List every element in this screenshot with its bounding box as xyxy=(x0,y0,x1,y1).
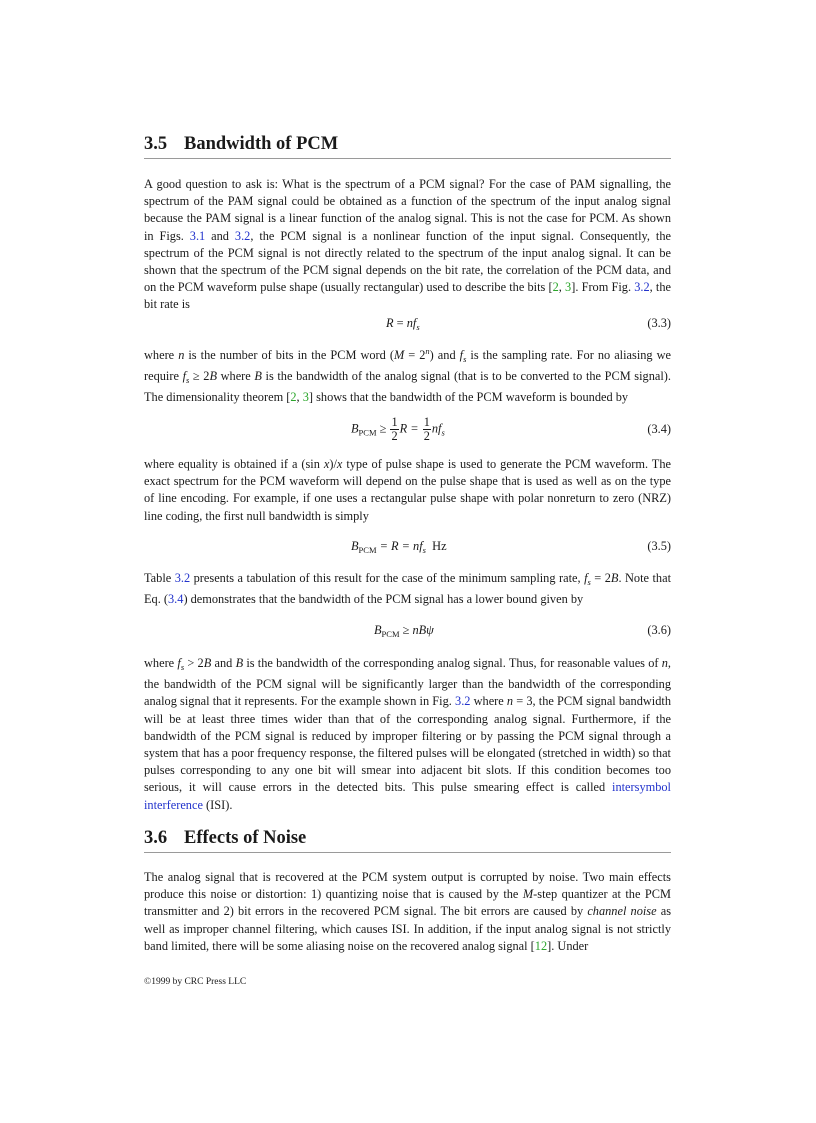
var: B xyxy=(235,656,244,670)
eq-term: ≥ nBψ xyxy=(399,623,434,637)
text: ] shows that the bandwidth of the PCM waveform is bounded by xyxy=(308,390,629,405)
text: = 2 xyxy=(404,348,426,362)
eq-symbol: B xyxy=(351,421,359,436)
figure-link-3-2[interactable]: 3.2 xyxy=(634,280,650,295)
text: (ISI). xyxy=(202,797,233,812)
eq-subscript: s xyxy=(416,322,420,332)
eq-term: R = xyxy=(399,421,422,436)
equation-number: (3.5) xyxy=(647,539,671,553)
equation-3-3: $R = nf_s$ (3.3) xyxy=(386,316,671,332)
paragraph-noise xyxy=(144,869,671,955)
paragraph-pulse-shape xyxy=(144,456,671,525)
text: presents a tabulation of this result for the case of the minimum sampling rate, xyxy=(190,571,585,585)
text: where equality is obtained if a (sin xyxy=(144,457,324,471)
eq-term: nf xyxy=(431,421,442,436)
eq-subscript: s xyxy=(422,545,426,555)
var: M xyxy=(393,348,405,362)
text: Table xyxy=(144,571,175,585)
equation-number: (3.4) xyxy=(647,422,671,436)
text: > 2 xyxy=(184,656,204,670)
var: n xyxy=(178,348,185,362)
citation-link-3[interactable]: 3 xyxy=(302,390,309,405)
section-title: Bandwidth of PCM xyxy=(184,134,339,154)
numerator: 1 xyxy=(391,415,398,429)
text: ]. Under xyxy=(547,938,589,953)
equation-3-4 xyxy=(144,414,671,446)
text: where xyxy=(144,656,178,670)
text: as well as improper channel filtering, which causes ISI. In addition, if the input analog signal is not strictly band limited, there will be some aliasing noise on the recovered analog signal [ xyxy=(144,904,671,953)
figure-link-3-1[interactable]: 3.1 xyxy=(189,228,206,243)
eq-subscript: PCM xyxy=(358,545,377,555)
text: ]. From Fig. xyxy=(571,280,635,295)
var: n xyxy=(506,694,514,709)
var: n xyxy=(661,656,668,670)
section-title: Effects of Noise xyxy=(184,828,307,848)
eq-unit: Hz xyxy=(432,539,447,553)
fraction xyxy=(390,416,398,443)
eq-operator: ≥ xyxy=(376,421,390,436)
text: type of pulse shape is used to generate the PCM waveform. The exact spectrum for the PCM waveform will depend on the pulse shape that is used as well as on the type of line encoding. For example, if one uses a rectangular pulse shape with polar nonreturn to zero (NRZ) line coding, the first null bandwidth is simply xyxy=(144,457,671,523)
var: s xyxy=(186,375,190,386)
text: ) and xyxy=(429,348,460,362)
intersymbol-interference-link[interactable]: intersymbol interference xyxy=(144,780,671,812)
text: -step quantizer at the PCM transmitter and 2) bit errors in the recovered PCM signal. The bit errors are caused by xyxy=(144,887,671,919)
eq-symbol: B xyxy=(351,539,359,553)
copyright-footer: ©1999 by CRC Press LLC xyxy=(144,977,247,987)
citation-link-3[interactable]: 3 xyxy=(565,280,572,295)
text: = 2 xyxy=(590,571,611,585)
text: is the bandwidth of the corresponding analog signal. Thus, for reasonable values of xyxy=(243,656,662,670)
paragraph-bandwidth-isi xyxy=(144,655,671,814)
equation-number: (3.3) xyxy=(647,316,671,330)
eq-term: = R = nf xyxy=(376,539,423,553)
fraction xyxy=(423,416,431,443)
var: f xyxy=(182,369,186,384)
text: ) demonstrates that the bandwidth of the PCM signal has a lower bound given by xyxy=(183,592,584,607)
numerator: 1 xyxy=(423,415,430,429)
eq-subscript: PCM xyxy=(381,629,400,639)
emphasis: channel noise xyxy=(587,904,657,919)
text: is the sampling rate. For no aliasing we require xyxy=(144,348,672,384)
text: where xyxy=(144,348,179,362)
section-number: 3.5 xyxy=(144,134,168,154)
section-heading-3-5 xyxy=(144,134,671,159)
text: and xyxy=(211,656,236,670)
var: f xyxy=(459,348,464,362)
equation-3-6 xyxy=(144,623,671,643)
var: B xyxy=(254,369,262,384)
section-number: 3.6 xyxy=(144,828,168,848)
figure-link-3-2[interactable]: 3.2 xyxy=(455,694,471,709)
denominator: 2 xyxy=(423,429,430,443)
var: x xyxy=(336,457,343,471)
denominator: 2 xyxy=(391,429,398,443)
var: s xyxy=(587,577,591,587)
text: , the bandwidth of the PCM signal will be significantly larger than the bandwidth of the corresponding analog signal that it represents. For the example shown in Fig. xyxy=(144,656,671,709)
var: x xyxy=(323,457,330,471)
equation-number: (3.6) xyxy=(647,623,671,637)
var: s xyxy=(180,662,185,672)
table-link-3-2[interactable]: 3.2 xyxy=(174,571,191,585)
text: ≥ 2 xyxy=(189,369,210,384)
var: f xyxy=(584,571,588,585)
text: where xyxy=(470,694,507,709)
text: and xyxy=(205,228,235,243)
paragraph-spectrum-intro xyxy=(144,176,671,314)
eq-symbol: R xyxy=(386,316,394,330)
equation-3-5 xyxy=(144,539,671,559)
text: is the number of bits in the PCM word ( xyxy=(184,348,394,362)
text: = 3, the PCM signal bandwidth will be at least three times wider than that of the corresponding analog signal. Furthermore, if the bandwidth of the PCM signal is reduced by improper filtering or by passing the PCM signal through a system that has a poor frequency response, the filtered pulses will be elongated (stretched in width) so that pulses corresponding to any one bit will smear into adjacent bit slots. If this condition becomes too serious, it will cause errors in the detected bits. This pulse smearing effect is called xyxy=(144,694,671,795)
text: . Note that Eq. ( xyxy=(144,571,671,607)
text: where xyxy=(217,369,255,384)
section-heading-3-6 xyxy=(144,828,671,853)
text: is the bandwidth of the analog signal (that is to be converted to the PCM signal). The dimensionality theorem [ xyxy=(144,369,671,405)
var: B xyxy=(209,369,218,384)
var: s xyxy=(463,354,467,364)
eq-subscript: s xyxy=(441,427,445,438)
equation-link-3-4[interactable]: 3.4 xyxy=(168,592,184,607)
text: , the bit rate is xyxy=(144,280,671,312)
figure-link-3-2[interactable]: 3.2 xyxy=(234,228,251,243)
var: B xyxy=(610,571,619,585)
var: f xyxy=(177,656,181,670)
text: The analog signal that is recovered at the PCM system output is corrupted by noise. Two main effects produce this noise or distortion: 1) quantizing noise that is caused by the xyxy=(144,870,671,902)
text: , xyxy=(558,280,566,295)
text: A good question to ask is: What is the spectrum of a PCM signal? For the case of PAM signalling, the spectrum of the PAM signal could be obtained as a function of the spectrum of the input analog signal because the PAM signal is a linear function of the analog signal. This is not the case for PCM. As shown in Figs. xyxy=(144,177,671,243)
text: , xyxy=(296,390,303,405)
citation-link-12[interactable]: 12 xyxy=(534,938,548,953)
eq-symbol: B xyxy=(374,623,382,637)
text: )/ xyxy=(329,457,337,471)
var: n xyxy=(425,346,430,356)
eq-subscript: PCM xyxy=(358,427,377,438)
var: B xyxy=(203,656,212,670)
text: , the PCM signal is a nonlinear function of the input signal. Consequently, the spectrum of the PCM signal is not directly related to the spectrum of the input analog signal. It can be shown that the spectrum of the PCM signal depends on the bit rate, the correlation of the PCM data, and on the PCM waveform pulse shape (usually rectangular) used to describe the bits [ xyxy=(144,228,671,295)
citation-link-2[interactable]: 2 xyxy=(552,280,559,295)
citation-link-2[interactable]: 2 xyxy=(290,390,297,405)
paragraph-table-ref xyxy=(144,570,671,608)
paragraph-sampling xyxy=(144,343,671,407)
var: M xyxy=(522,887,534,902)
